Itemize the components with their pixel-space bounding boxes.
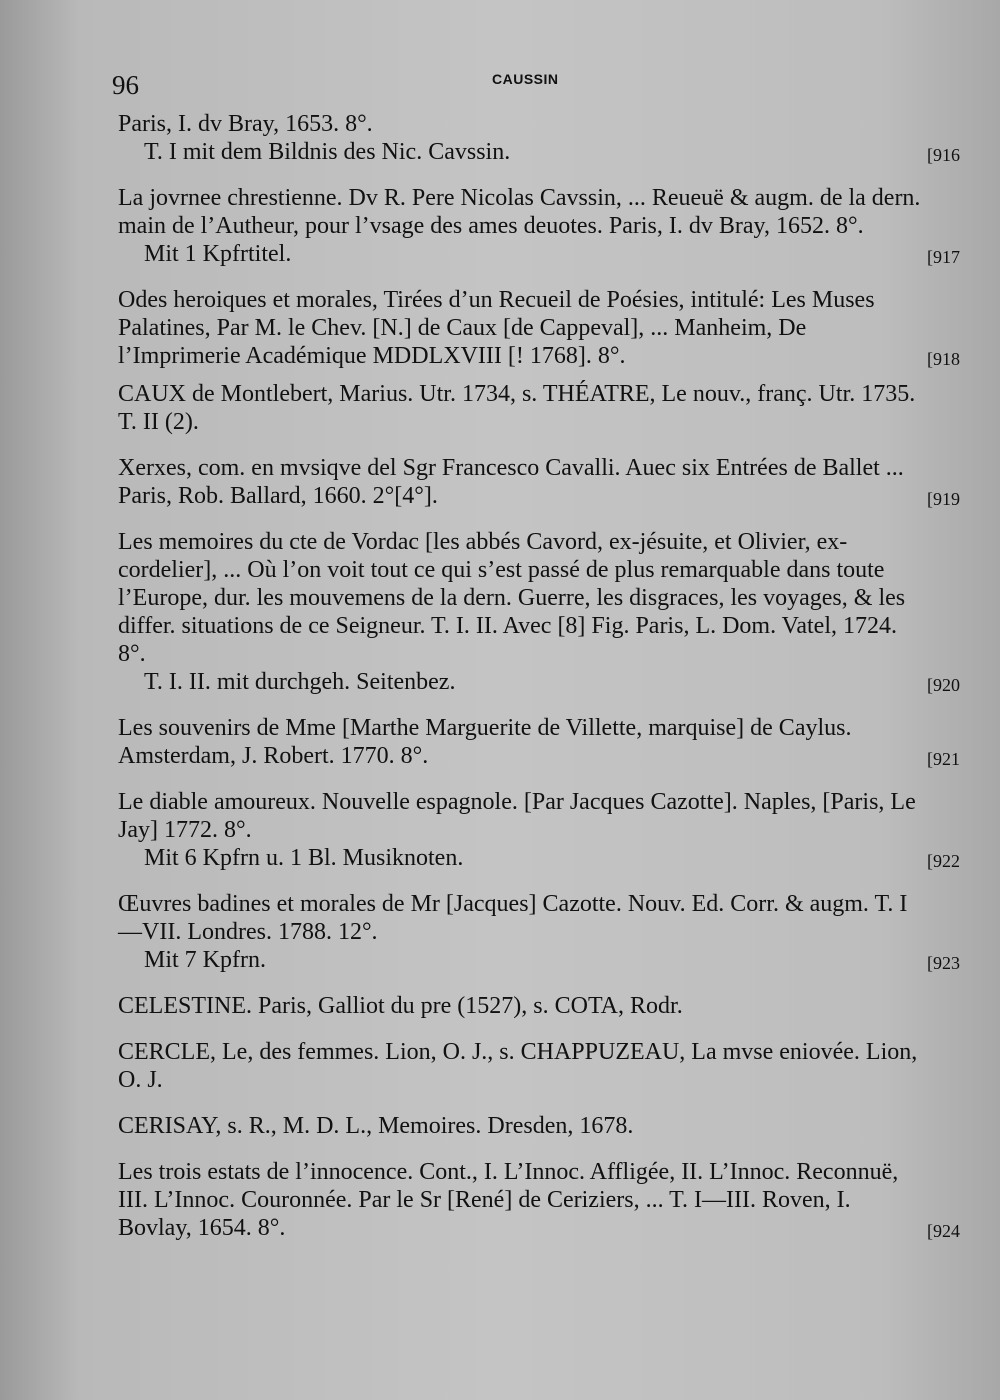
bibliography-entry bbox=[118, 286, 960, 370]
entry-text: Les trois estats de l’innocence. Cont., I. L’Innoc. Affligée, II. L’Innoc. Reconnuë, III. L’Innoc. Couronnée. Par le Sr [René] de Ceriziers, ... T. I—III. Roven, I. Bovlay, 1654. 8°. bbox=[118, 1159, 899, 1241]
entry-number: [920 bbox=[927, 675, 960, 695]
bibliography-entry bbox=[118, 890, 960, 974]
bibliography-entry bbox=[118, 528, 960, 696]
entry-note: Mit 7 Kpfrn. bbox=[144, 947, 266, 973]
entry-text: La jovrnee chrestienne. Dv R. Pere Nicolas Cavssin, ... Reueuë & augm. de la dern. main de l’Autheur, pour l’vsage des ames deuotes. Paris, I. dv Bray, 1652. 8°. bbox=[118, 185, 921, 239]
entry-number: [921 bbox=[927, 749, 960, 769]
entry-number: [916 bbox=[927, 145, 960, 165]
bibliography-entries bbox=[118, 110, 960, 1242]
bibliography-entry bbox=[118, 110, 960, 166]
running-head: CAUSSIN bbox=[492, 71, 559, 87]
bibliography-entry bbox=[118, 1112, 960, 1140]
entry-text: Odes heroiques et morales, Tirées d’un Recueil de Poésies, intitulé: Les Muses Palatines, Par M. le Chev. [N.] de Caux [de Cappeval], ... Manheim, De l’Imprimerie Académique MDDLXVIII [! 1768]. 8°. bbox=[118, 287, 875, 369]
entry-text: CERISAY, s. R., M. D. L., Memoires. Dresden, 1678. bbox=[118, 1113, 634, 1139]
entry-note: T. I. II. mit durchgeh. Seitenbez. bbox=[144, 669, 456, 695]
bibliography-entry bbox=[118, 714, 960, 770]
entry-number: [917 bbox=[927, 247, 960, 267]
bibliography-entry bbox=[118, 380, 960, 436]
entry-note: Mit 1 Kpfrtitel. bbox=[144, 241, 292, 267]
bibliography-entry bbox=[118, 992, 960, 1020]
entry-text: CERCLE, Le, des femmes. Lion, O. J., s. CHAPPUZEAU, La mvse eniovée. Lion, O. J. bbox=[118, 1039, 918, 1093]
bibliography-entry bbox=[118, 788, 960, 872]
bibliography-entry bbox=[118, 1158, 960, 1242]
entry-number: [924 bbox=[927, 1221, 960, 1241]
entry-text: Paris, I. dv Bray, 1653. 8°. bbox=[118, 111, 373, 137]
entry-number: [922 bbox=[927, 851, 960, 871]
entry-number: [918 bbox=[927, 349, 960, 369]
bibliography-entry bbox=[118, 184, 960, 268]
entry-number: [923 bbox=[927, 953, 960, 973]
entry-note: Mit 6 Kpfrn u. 1 Bl. Musiknoten. bbox=[144, 845, 464, 871]
entry-text: Œuvres badines et morales de Mr [Jacques] Cazotte. Nouv. Ed. Corr. & augm. T. I—VII. Londres. 1788. 12°. bbox=[118, 891, 908, 945]
entry-number: [919 bbox=[927, 489, 960, 509]
page-number: 96 bbox=[112, 70, 139, 100]
bibliography-entry bbox=[118, 454, 960, 510]
entry-note: T. I mit dem Bildnis des Nic. Cavssin. bbox=[144, 139, 511, 165]
page-header bbox=[112, 60, 960, 110]
entry-text: Les souvenirs de Mme [Marthe Marguerite de Villette, marquise] de Caylus. Amsterdam, J. Robert. 1770. 8°. bbox=[118, 715, 852, 769]
entry-text: Les memoires du cte de Vordac [les abbés Cavord, ex-jésuite, et Olivier, ex-cordelier], ... Où l’on voit tout ce qui s’est passé de plus remarquable dans toute l’Europe, dur. les mouvemens de la dern. Guerre, les disgraces, les voyages, & les differ. situations de ce Seigneur. T. I. II. Avec [8] Fig. Paris, L. Dom. Vatel, 1724. 8°. bbox=[118, 529, 906, 667]
entry-text: Le diable amoureux. Nouvelle espagnole. [Par Jacques Cazotte]. Naples, [Paris, Le Jay] 1772. 8°. bbox=[118, 789, 916, 843]
entry-text: Xerxes, com. en mvsiqve del Sgr Francesco Cavalli. Auec six Entrées de Ballet ... Paris, Rob. Ballard, 1660. 2°[4°]. bbox=[118, 455, 904, 509]
bibliography-entry bbox=[118, 1038, 960, 1094]
entry-text: CELESTINE. Paris, Galliot du pre (1527), s. COTA, Rodr. bbox=[118, 993, 683, 1019]
entry-text: CAUX de Montlebert, Marius. Utr. 1734, s. THÉATRE, Le nouv., franç. Utr. 1735. T. II (2). bbox=[118, 381, 916, 435]
